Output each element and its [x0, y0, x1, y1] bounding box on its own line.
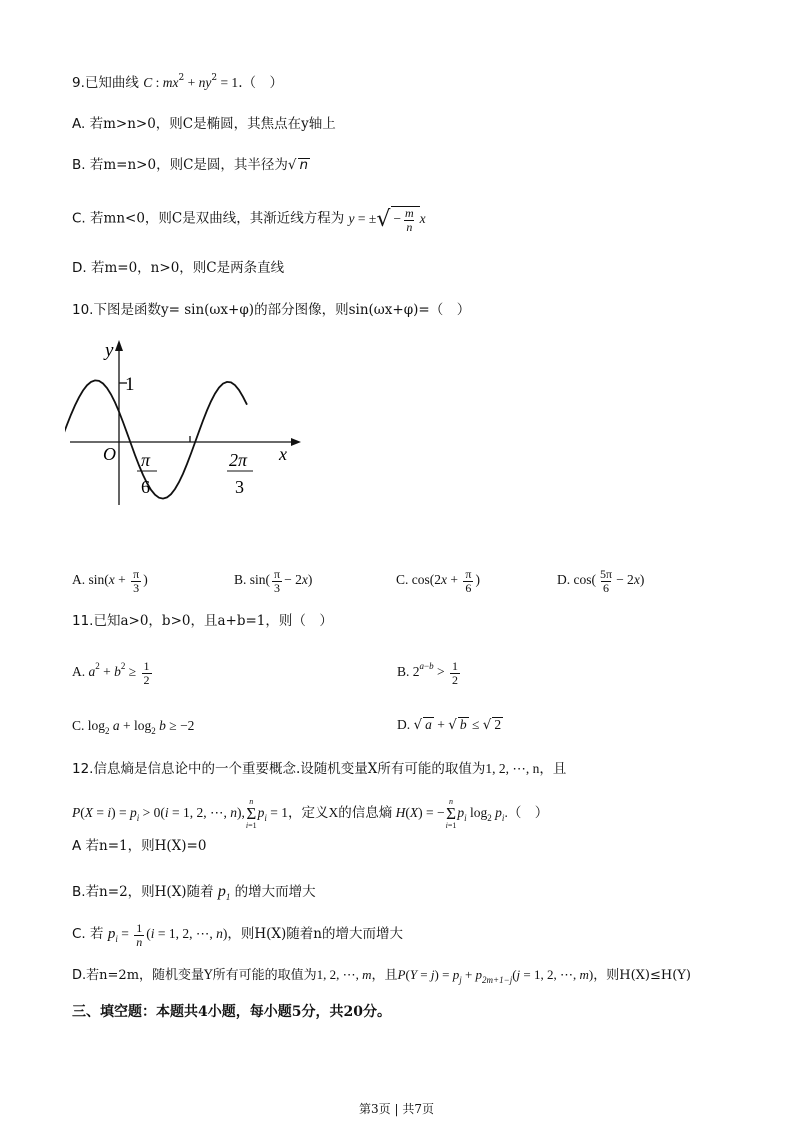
q12-option-a-label: A: [72, 838, 82, 854]
q11-option-a: A. $a^2 + b^2$ ≥ $\frac{1}{2}$: [72, 659, 150, 687]
q9-option-d-label: D.: [72, 260, 87, 276]
q11-option-d-label: D.: [397, 717, 411, 732]
page-footer: 第3页 | 共7页: [359, 1102, 434, 1116]
q12-number: 12.: [72, 761, 94, 777]
q12-option-d: [72, 967, 691, 985]
q12-option-b-text: 若n=2，则H(X)随着: [85, 884, 214, 900]
q10-option-a-label: A.: [72, 572, 86, 588]
q10-option-c: C. cos(2x + $\frac{\pi}{6}$ ): [396, 567, 480, 595]
q10-option-a: A. sin(x + $\frac{\pi}{3}$ ): [72, 567, 148, 595]
q12-option-d-mid: ，且: [371, 968, 398, 983]
q12-option-d-math2: $P(Y = j) = p_j + p_{2m+1-j}(j = 1$, 2, ⋯, m): [397, 967, 594, 985]
q11-option-c: C. $\log_2 a + \log_2 b \ge -2$: [72, 718, 195, 736]
graph-x-label: x: [279, 444, 287, 464]
q9-option-d: [72, 262, 284, 276]
q11-number: 11.: [72, 613, 94, 629]
q12-stem-tail: ，且: [539, 761, 567, 777]
section-3-heading: 三、填空题：本题共4小题，每小题5分，共20分。: [72, 1004, 391, 1020]
q12-option-b-math: $p_1$: [217, 883, 231, 902]
graph-x-label-2-num: 2π: [229, 450, 248, 470]
q11-stem: [72, 615, 333, 629]
graph-x-label-1-den: 6: [141, 477, 150, 497]
q12-line2-text: ，定义X的信息熵: [288, 805, 393, 821]
q12-option-c-label: C.: [72, 926, 86, 943]
q10-option-d-label: D.: [557, 572, 571, 588]
q12-option-c-math: $p_i$ = $\frac{1}{n}$ (i = 1, 2, ⋯, n): [107, 921, 228, 949]
q9-number: 9.: [72, 75, 85, 91]
q9-stem-tail: .（ ）: [238, 75, 283, 91]
q11-option-a-label: A.: [72, 664, 86, 680]
q12-line2-tail: .（ ）: [504, 805, 549, 821]
q12-stem: [72, 762, 566, 777]
graph-x-label-1-num: π: [141, 450, 151, 470]
q10-option-d: D. cos( $\frac{5\pi}{6}$ − 2x): [557, 567, 645, 595]
q12-line2: [72, 798, 548, 830]
q10-stem-text: 下图是函数y= sin(ωx+φ)的部分图像，则sin(ωx+φ)=（ ）: [93, 302, 471, 318]
q12-option-c-tail: ，则H(X)随着n的增大而增大: [227, 926, 403, 943]
q12-option-d-tail: ，则H(X)≤H(Y): [593, 968, 691, 983]
q12-option-d-label: D.: [72, 968, 87, 983]
q9-option-c: [72, 206, 426, 233]
q9-option-c-text: 若mn<0，则C是双曲线，其渐近线方程为: [90, 210, 345, 227]
q9-stem-text: 已知曲线: [84, 75, 139, 91]
q9-option-b-text: 若m=n>0，则C是圆，其半径为: [89, 157, 288, 173]
q9-option-a-text: 若m>n>0，则C是椭圆，其焦点在y轴上: [89, 116, 336, 132]
q10-option-b-label: B.: [234, 572, 247, 588]
q10-option-b: B. sin( $\frac{\pi}{3}$ − 2x): [234, 567, 313, 595]
q9-option-b-math: √ n: [287, 157, 309, 173]
graph-origin-label: O: [103, 444, 116, 464]
q12-option-a-text: 若n=1，则H(X)=0: [85, 838, 207, 854]
q11-option-b: B. $2^{a-b}$ > $\frac{1}{2}$: [397, 659, 458, 687]
q12-option-c: [72, 922, 403, 948]
q9-option-a-label: A.: [72, 116, 86, 132]
q9-option-c-label: C.: [72, 210, 86, 227]
y-axis-arrow: [115, 340, 123, 351]
q9-option-a: [72, 118, 336, 132]
q12-option-a: [72, 840, 206, 854]
q11-option-c-label: C.: [72, 718, 85, 733]
q10-stem: [72, 304, 470, 318]
q10-number: 10.: [72, 302, 94, 318]
q9-option-d-text: 若m=0，n>0，则C是两条直线: [90, 260, 285, 276]
q9-stem: 9.已知曲线 C : $mx^2 + ny^2 = 1$.（ ）: [72, 73, 283, 91]
q9-stem-math: C: [143, 75, 153, 90]
q12-option-d-text: 若n=2m，随机变量Y所有可能的取值为: [86, 968, 317, 983]
x-axis-arrow: [291, 438, 301, 446]
q12-option-d-math: 1, 2, ⋯, m: [316, 967, 372, 982]
q11-stem-text: 已知a>0，b>0，且a+b=1，则（ ）: [93, 613, 333, 629]
q12-stem-values: 1, 2, ⋯, n: [485, 761, 540, 776]
q12-option-b: [72, 884, 316, 900]
q11-option-b-label: B.: [397, 664, 410, 680]
graph-y-tick-label: 1: [125, 374, 135, 395]
q10-sine-graph: [65, 335, 315, 510]
q12-line2-math2: H(X) = − n Σ i=1 $p_i$ $\log_2 p_i$: [395, 797, 505, 831]
q12-option-b-tail: 的增大而增大: [234, 884, 316, 900]
q12-line2-math: $P(X = i) = p_i > 0(i = 1$, 2, ⋯, n), n Σ i=1 $p_i = 1$: [72, 797, 289, 831]
q10-option-c-label: C.: [396, 572, 409, 588]
graph-y-label: y: [105, 340, 114, 361]
q9-option-c-math: y = ±√ − $\frac{m}{n}$ x: [348, 206, 426, 234]
graph-x-label-2-den: 3: [235, 477, 244, 497]
q12-option-b-label: B.: [72, 884, 86, 900]
q9-option-b-label: B.: [72, 157, 86, 173]
q11-option-d: D. √ a + √ b ≤ √ 2: [397, 717, 502, 733]
q12-stem-text: 信息熵是信息论中的一个重要概念.设随机变量X所有可能的取值为: [93, 761, 486, 777]
sine-curve: [65, 380, 247, 498]
q9-option-b: [72, 158, 310, 173]
q12-option-c-text: 若: [90, 926, 104, 943]
